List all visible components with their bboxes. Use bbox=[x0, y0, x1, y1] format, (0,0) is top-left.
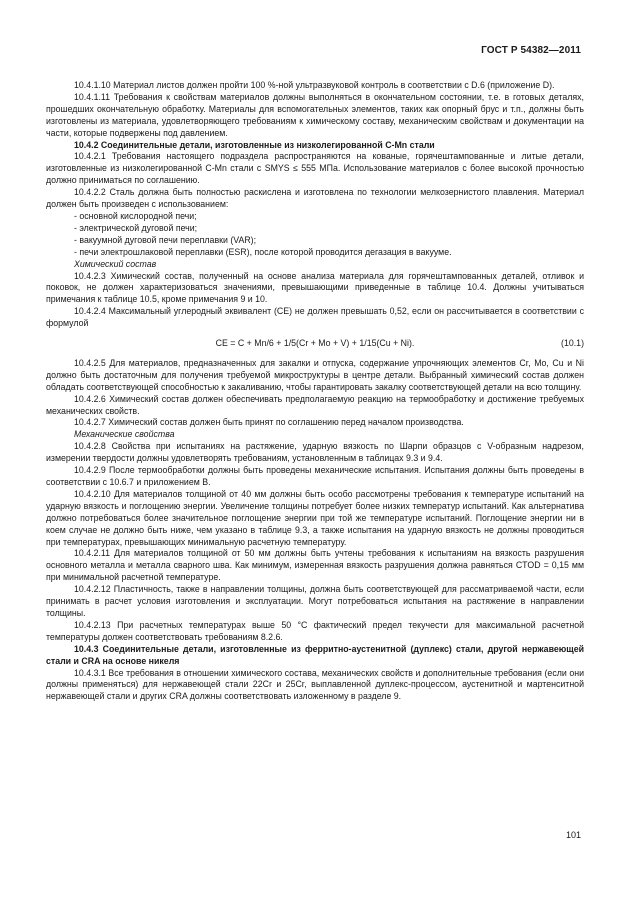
formula-text: CE = C + Mn/6 + 1/5(Cr + Mo + V) + 1/15(Cu + Ni). bbox=[215, 338, 415, 349]
paragraph: 10.4.2.12 Пластичность, также в направлении толщины, должна быть соответствующей для рассматриваемой части, если принимать в расчет условия изготовления и эксплуатации. Могут потребоваться испытания на растяжение в направлении толщины. bbox=[46, 584, 584, 618]
subsection-title: Механические свойства bbox=[74, 429, 175, 440]
paragraph: 10.4.2.3 Химический состав, полученный на основе анализа материала для горячештампованных деталей, отливок и поковок, не должен характеризоваться значениями, превышающими приведенные в таблице 10.4. Должны учитываться примечания к таблице 10.5, кроме примечания 9 и 10. bbox=[46, 270, 584, 305]
paragraph: 10.4.2.10 Для материалов толщиной от 40 мм должны быть особо рассмотрены требования к температуре испытаний на ударную вязкость и поглощению энергии. Увеличение толщины потребует более низких температур испытаний. Как альтернатива должно потребоваться более значительное поглощение энергии при той же температуре испытаний. Поглощение энергии ни в коем случае не должно быть ниже, чем указано в таблице 9.3, а также испытания на ударную вязкость не должны проводиться при температурах, превышающих минимальную расчетную температуру. bbox=[46, 488, 584, 547]
document-body bbox=[46, 80, 584, 703]
section-heading: 10.4.3 Соединительные детали, изготовленные из ферритно-аустенитной (дуплекс) стали, другой нержавеющей стали и CRA на основе никеля bbox=[46, 643, 584, 666]
paragraph: 10.4.2.13 При расчетных температурах выше 50 °С фактический предел текучести для максимальной расчетной температуры должен соответствовать требованиям 8.2.6. bbox=[46, 619, 584, 642]
list-item: - вакуумной дуговой печи переплавки (VAR); bbox=[74, 234, 257, 245]
paragraph: 10.4.2.9 После термообработки должны быть проведены механические испытания. Испытания должны быть проведены в соответствии с 10.6.7 и приложением В. bbox=[46, 465, 584, 487]
paragraph: 10.4.2.1 Требования настоящего подраздела распространяются на кованые, горячештампованные и литые детали, изготовленные из низколегированной С-Mn стали с SMYS ≤ 555 МПа. Использование материалов с более высокой прочностью должно приниматься по соглашению. bbox=[46, 151, 584, 186]
paragraph: 10.4.1.11 Требования к свойствам материалов должны выполняться в окончательном состоянии, т.е. в готовых деталях, прошедших окончательную обработку. Материалы для вспомогательных элементов, таких как опорный брус и т.п., должны быть изготовлены из материала, удовлетворяющего требованиям к химическому составу, механическим свойствам и документации на части, которые подвержены под давлением. bbox=[46, 91, 584, 138]
paragraph: 10.4.1.10 Материал листов должен пройти 100 %-ной ультразвуковой контроль в соответствии с D.6 (приложение D). bbox=[74, 80, 555, 90]
paragraph: 10.4.2.5 Для материалов, предназначенных для закалки и отпуска, содержание упрочняющих элементов Cr, Mo, Cu и Ni должно быть достаточным для получения требуемой микроструктуры в центре детали. Выбранный химический состав должен обладать соответствующей способностью к закаливанию, чтобы гарантировать закалку соответствующей детали на всю толщину. bbox=[46, 357, 584, 392]
paragraph: 10.4.2.11 Для материалов толщиной от 50 мм должны быть учтены требования к испытаниям на вязкость разрушения основного металла и металла сварного шва. Как минимум, измеренная вязкость разрушения должна равняться CTOD = 0,15 мм при минимальной расчетной температуре. bbox=[46, 548, 584, 583]
list-item: - электрической дуговой печи; bbox=[74, 222, 198, 233]
paragraph: 10.4.3.1 Все требования в отношении химического состава, механических свойств и дополнительные требования (если они должны применяться) для нержавеющей стали 22Cr и 25Cr, выплавленной дуплекс-процессом, аустенитной и мартенситной нержавеющей стали и других CRA должны соответствовать изложенному в разделе 9. bbox=[46, 667, 584, 702]
paragraph: 10.4.2.4 Максимальный углеродный эквивалент (CE) не должен превышать 0,52, если он рассчитывается в соответствии с формулой bbox=[46, 306, 584, 329]
formula-number: (10.1) bbox=[561, 338, 584, 349]
paragraph: 10.4.2.7 Химический состав должен быть принят по соглашению перед началом производства. bbox=[74, 417, 464, 428]
section-heading: 10.4.2 Соединительные детали, изготовленные из низколегированной С-Mn стали bbox=[74, 139, 435, 150]
standard-code: ГОСТ Р 54382—2011 bbox=[481, 45, 581, 56]
list-item: - печи электрошлаковой переплавки (ESR), после которой проводится дегазация в вакууме. bbox=[74, 246, 452, 257]
paragraph: 10.4.2.6 Химический состав должен обеспечивать предполагаемую реакцию на термообработку и достижение требуемых механических свойств. bbox=[46, 393, 584, 416]
formula bbox=[46, 338, 584, 350]
page-number: 101 bbox=[565, 830, 581, 840]
paragraph: 10.4.2.2 Сталь должна быть полностью раскислена и изготовлена по технологии мелкозернистого плавления. Материал должен быть произведен с использованием: bbox=[46, 187, 584, 210]
subsection-title: Химический состав bbox=[74, 258, 157, 269]
list-item: - основной кислородной печи; bbox=[74, 210, 197, 221]
paragraph: 10.4.2.8 Свойства при испытаниях на растяжение, ударную вязкость по Шарпи образцов с V-образным надрезом, измерении твердости должны удовлетворять требованиям, установленным в таблицах 9.3 и 9.4. bbox=[46, 441, 584, 464]
